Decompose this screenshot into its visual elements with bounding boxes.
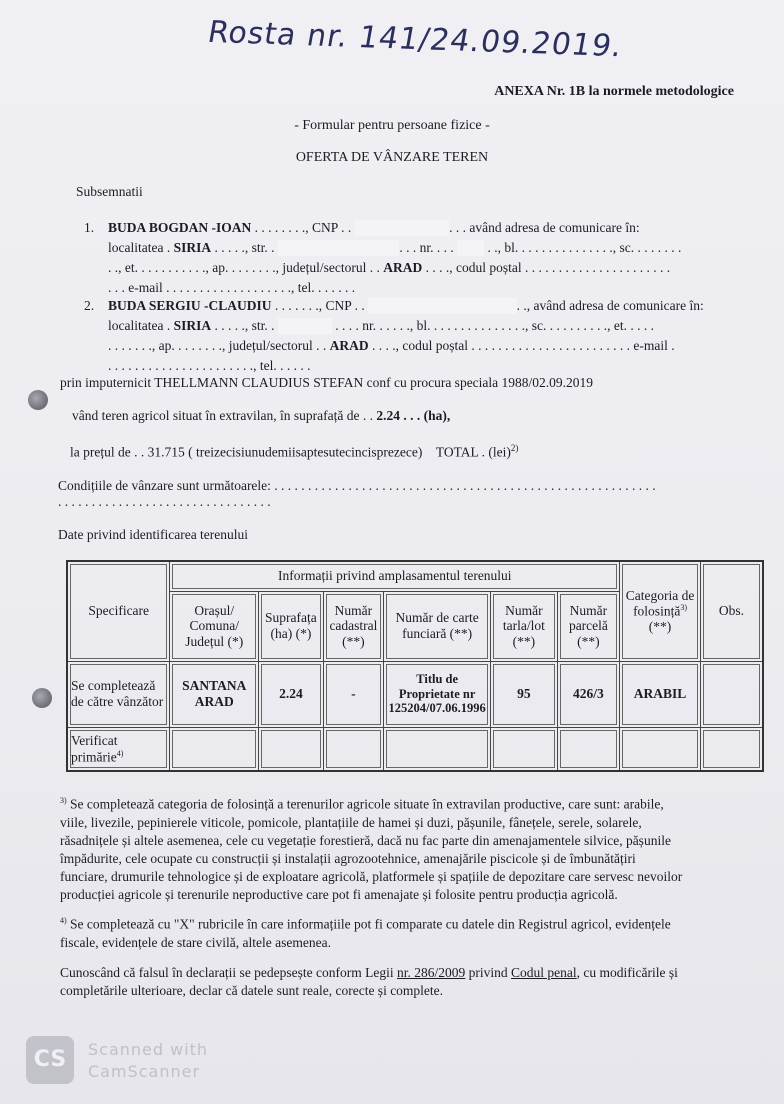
nr-label: . . . nr. . . .: [399, 240, 458, 255]
person1-line4: . . . e-mail . . . . . . . . . . . . . . . . . . ., tel. . . . . . .: [108, 280, 356, 295]
empty-cell: [323, 727, 384, 771]
redacted-cnp: [368, 298, 517, 314]
price-footnote-ref: 2): [510, 443, 519, 453]
proxy-statement: prin imputernicit THELLMANN CLAUDIUS STEFAN conf cu procura speciala 1988/02.09.2019: [60, 375, 594, 390]
verified-footnote-ref: 4): [116, 748, 124, 758]
area-value: 2.24: [376, 408, 401, 423]
annex-title: ANEXA Nr. 1B la normele metodologice: [494, 84, 734, 99]
footnote3-line: funciare, drumurile tehnologice și de exploatare agricolă, platformele și spațiile de depozitare care servesc nevoilor: [60, 868, 683, 884]
header-suprafata: Suprafața (ha) (*): [259, 591, 324, 661]
categoria-label: Categoria de folosință: [625, 587, 695, 619]
footnote4-marker: 4): [60, 916, 67, 925]
price-statement: [70, 443, 518, 461]
declaration-text: Cunoscând că falsul în declarații se pedepsește conform Legii: [60, 965, 394, 980]
person2-locality: SIRIA: [173, 318, 212, 333]
person1-et-ap: . ., et. . . . . . . . . . ., ap. . . . . . . ., județul/sectorul . .: [108, 260, 380, 275]
person2-county: ARAD: [329, 338, 369, 353]
footnote-3: [60, 792, 682, 904]
form-subtitle: - Formular pentru persoane fizice -: [294, 118, 490, 133]
penal-code-reference: Codul penal: [511, 965, 577, 980]
person2-name: BUDA SERGIU -CLAUDIU: [108, 298, 272, 313]
empty-cell: [259, 727, 324, 771]
person2-cnp-label: . . . . . . ., CNP . .: [274, 298, 369, 313]
person1-address-intro: . . . având adresa de comunicare în:: [449, 220, 640, 235]
redacted-street: [278, 318, 332, 334]
footnote-4: [60, 912, 671, 952]
cell-categoria: ARABIL: [620, 661, 701, 727]
land-identification-table: [66, 560, 764, 772]
header-specificare: Specificare: [67, 561, 170, 661]
footnote3-line: împădurite, cele ocupate cu construcții și instalații agrozootehnice, amenajările piscicole și de îmbunătățiri: [60, 850, 636, 866]
redacted-street: [278, 240, 400, 256]
cell-suprafata: 2.24: [259, 661, 324, 727]
street-label: . . . . ., str. .: [214, 318, 278, 333]
punch-hole: [32, 688, 52, 708]
person2-postal: . . . ., codul poștal . . . . . . . . . . . . . . . . . . . . . . . . e-mail .: [371, 338, 675, 353]
footnote3-text: Se completează categoria de folosință a terenurilor agricole situate în extravilan productive, care sunt: arabile,: [70, 796, 664, 812]
cell-obs: [700, 661, 763, 727]
table-row-seller: [67, 661, 763, 727]
camscanner-watermark: Scanned with: [88, 1040, 209, 1059]
cell-parcela: 426/3: [557, 661, 620, 727]
camscanner-watermark: CamScanner: [88, 1062, 201, 1081]
empty-cell: [700, 727, 763, 771]
punch-hole: [28, 390, 48, 410]
empty-cell: [384, 727, 491, 771]
declaration-text: privind: [468, 965, 508, 980]
cell-carte-funciara: Titlu de Proprietate nr 125204/07.06.1996: [384, 661, 491, 727]
header-parcela: Număr parcelă (**): [557, 591, 620, 661]
footnote4-text: Se completează cu "X" rubricile în care informațiile pot fi comparate cu datele din Registrul agricol, evidențele: [70, 916, 671, 932]
categoria-footnote-ref: 3): [680, 603, 687, 613]
empty-cell: [491, 727, 558, 771]
person1-locality: SIRIA: [173, 240, 212, 255]
subsemnatii-label: Subsemnatii: [76, 184, 143, 199]
header-tarla: Număr tarla/lot (**): [491, 591, 558, 661]
header-group-amplasament: Informații privind amplasamentul terenului: [170, 561, 620, 591]
verified-label: Verificat primărie: [71, 732, 118, 764]
sale-statement: [72, 408, 450, 424]
footnote4-line: [60, 912, 671, 934]
footnote3-line: producției agricole și terenurile neproductive care pot fi amenajate și folosite pentru producția agricolă.: [60, 886, 618, 902]
footnote4-line: fiscale, evidențele de stare civilă, altele asemenea.: [60, 934, 331, 950]
person2-line1: [108, 298, 704, 314]
person2-line3: [108, 338, 675, 354]
conditions-label: Condițiile de vânzare sunt următoarele: . . . . . . . . . . . . . . . . . . . . . . . . . . . . . . . . . . . . . . . . . . . . . . . . . . . . . . . . .: [58, 478, 656, 493]
area-unit: . . . (ha),: [403, 408, 451, 423]
person1-number: 1.: [84, 220, 95, 235]
footnote3-line: [60, 792, 682, 814]
declaration-line1: [60, 964, 678, 982]
handwritten-registration-note: Rosta nr. 141/24.09.2019.: [205, 14, 626, 65]
person1-postal: . . . ., codul poștal . . . . . . . . . . . . . . . . . . . . . .: [425, 260, 671, 275]
person2-number: 2.: [84, 298, 95, 313]
nr-bl-sc-label: . . . . nr. . . . . ., bl. . . . . . . . . . . . . . ., sc. . . . . . . . . ., et. . . . .: [331, 318, 654, 333]
categoria-tail: (**): [648, 619, 672, 635]
empty-cell: [557, 727, 620, 771]
declaration-text: , cu modificările și: [576, 965, 678, 980]
person1-line1: [108, 220, 640, 236]
conditions-continuation: . . . . . . . . . . . . . . . . . . . . . . . . . . . . . . . .: [58, 494, 271, 509]
row-label-seller: Se completează de către vânzător: [67, 661, 170, 727]
redacted-nr: [457, 240, 484, 256]
form-title: OFERTA DE VÂNZARE TEREN: [295, 150, 489, 165]
cell-cadastral: -: [323, 661, 384, 727]
footnote3-line: viile, livezile, pepinierele viticole, pomicole, plantațiile de hamei și duzi, pășunile, fânețele, serele, solarele,: [60, 814, 642, 830]
locality-label: localitatea .: [108, 318, 171, 333]
footnote3-marker: 3): [60, 796, 67, 805]
bl-sc-label: . ., bl. . . . . . . . . . . . . . ., sc. . . . . . . .: [484, 240, 682, 255]
person2-address-intro: . ., având adresa de comunicare în:: [516, 298, 704, 313]
person2-line2: [108, 318, 654, 334]
cell-tarla: 95: [491, 661, 558, 727]
law-reference: nr. 286/2009: [397, 965, 466, 980]
person2-ap: . . . . . . ., ap. . . . . . . ., județul/sectorul . .: [108, 338, 327, 353]
header-carte-funciara: Număr de carte funciară (**): [384, 591, 491, 661]
empty-cell: [620, 727, 701, 771]
declaration: [60, 964, 678, 1000]
street-label: . . . . ., str. .: [214, 240, 278, 255]
empty-cell: [170, 727, 259, 771]
person1-name: BUDA BOGDAN -IOAN: [108, 220, 252, 235]
person1-county: ARAD: [383, 260, 423, 275]
table-row-verified: [67, 727, 763, 771]
person1-cnp-label: . . . . . . . ., CNP . .: [254, 220, 355, 235]
cell-oras: SANTANA ARAD: [170, 661, 259, 727]
header-categoria: [620, 561, 701, 661]
person1-line2: [108, 240, 681, 256]
redacted-cnp: [355, 220, 450, 236]
camscanner-logo: CS: [26, 1036, 74, 1084]
footnote3-line: răsadnițele și altele asemenea, cele cu vegetație forestieră, dacă nu fac parte din amenajamentele silvice, pășunile: [60, 832, 671, 848]
row-label-verified: [67, 727, 170, 771]
header-cadastral: Număr cadastral (**): [323, 591, 384, 661]
locality-label: localitatea .: [108, 240, 171, 255]
price-total: TOTAL . (lei): [435, 444, 511, 460]
person1-line3: [108, 260, 670, 276]
declaration-line2: completările ulterioare, declar că datele sunt reale, corecte și complete.: [60, 983, 444, 998]
sale-text: vând teren agricol situat în extravilan, în suprafață de . .: [72, 408, 374, 423]
price-text: la prețul de . . 31.715 ( treizecisiunudemiisaptesutecincisprezece): [70, 444, 423, 460]
header-obs: Obs.: [700, 561, 763, 661]
header-oras: Orașul/ Comuna/ Județul (*): [170, 591, 259, 661]
person2-line4: . . . . . . . . . . . . . . . . . . . . . ., tel. . . . . .: [108, 358, 311, 373]
section-label: Date privind identificarea terenului: [58, 527, 249, 542]
